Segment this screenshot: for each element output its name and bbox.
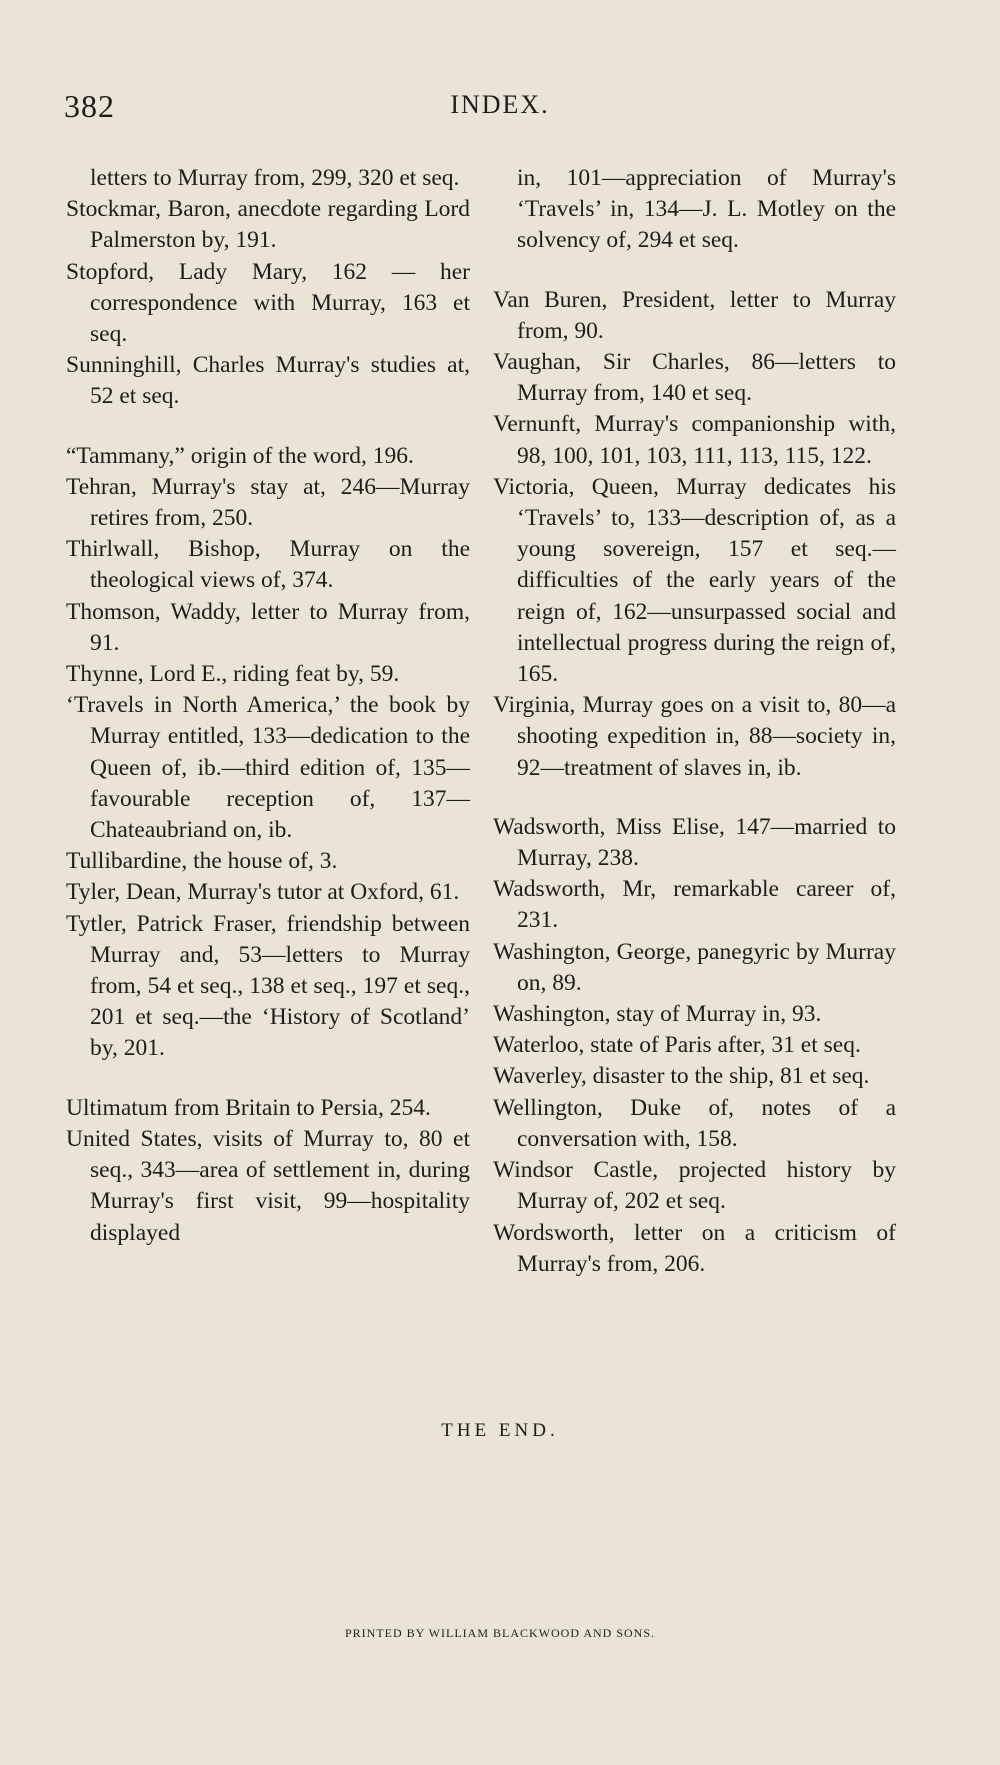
index-entry: United States, visits of Murray to, 80 et seq., 343—area of settlement in, during Murray's first visit, 99—hospitality displayed — [66, 1125, 470, 1246]
index-entry: Tullibardine, the house of, 3. — [66, 848, 338, 875]
index-entry: Vaughan, Sir Charles, 86—letters to Murray from, 140 et seq. — [493, 349, 896, 407]
index-entry: Waterloo, state of Paris after, 31 et seq. — [493, 1032, 861, 1059]
index-entry: Thirlwall, Bishop, Murray on the theological views of, 374. — [66, 536, 470, 594]
index-entry: Van Buren, President, letter to Murray from, 90. — [493, 286, 896, 344]
index-entry: Tyler, Dean, Murray's tutor at Oxford, 61. — [66, 879, 460, 906]
index-entry: Thynne, Lord E., riding feat by, 59. — [66, 661, 400, 688]
index-entry: Wellington, Duke of, notes of a conversation with, 158. — [493, 1094, 896, 1152]
index-entry: Wadsworth, Miss Elise, 147—married to Murray, 238. — [493, 813, 896, 872]
index-entry: Sunninghill, Charles Murray's studies at, 52 et seq. — [66, 352, 470, 410]
index-entry: Windsor Castle, projected history by Murray of, 202 et seq. — [493, 1157, 896, 1215]
index-entry: Wordsworth, letter on a criticism of Murray's from, 206. — [493, 1219, 896, 1277]
index-entry: in, 101—appreciation of Murray's ‘Travels’ in, 134—J. L. Motley on the solvency of, 294 et seq. — [517, 165, 896, 254]
index-entry: Waverley, disaster to the ship, 81 et seq. — [493, 1063, 870, 1090]
index-entry: Wadsworth, Mr, remarkable career of, 231. — [493, 876, 896, 934]
index-entry: Washington, stay of Murray in, 93. — [493, 1001, 822, 1028]
index-column-right — [493, 163, 896, 1280]
index-entry: ‘Travels in North America,’ the book by Murray entitled, 133—dedication to the Queen of, ib.—third edition of, 135—favourable reception of, 137—Chateaubriand on, ib. — [66, 692, 470, 844]
index-entry: Victoria, Queen, Murray dedicates his ‘Travels’ to, 133—description of, as a young sovereign, 157 et seq.—difficulties of the early years of the reign of, 162—unsurpassed social and intellectual progress during the reign of, 165. — [493, 473, 896, 688]
index-entry: Stockmar, Baron, anecdote regarding Lord Palmerston by, 191. — [66, 196, 470, 254]
index-entry: Vernunft, Murray's companionship with, 98, 100, 101, 103, 111, 113, 115, 122. — [493, 411, 896, 469]
index-entry: Ultimatum from Britain to Persia, 254. — [66, 1094, 431, 1121]
index-entry: “Tammany,” origin of the word, 196. — [66, 442, 414, 469]
index-entry: Thomson, Waddy, letter to Murray from, 91. — [66, 598, 470, 656]
index-entry: Tehran, Murray's stay at, 246—Murray retires from, 250. — [66, 473, 470, 532]
index-entry: Washington, George, panegyric by Murray on, 89. — [493, 938, 896, 996]
end-mark: THE END. — [441, 1420, 559, 1441]
index-entry: Tytler, Patrick Fraser, friendship between Murray and, 53—letters to Murray from, 54 et seq., 138 et seq., 197 et seq., 201 et seq.—the ‘History of Scotland’ by, 201. — [66, 910, 470, 1062]
index-entry: letters to Murray from, 299, 320 et seq. — [90, 165, 460, 191]
printer-imprint: PRINTED BY WILLIAM BLACKWOOD AND SONS. — [345, 1626, 655, 1640]
running-head: INDEX. — [450, 90, 550, 119]
page-number: 382 — [64, 88, 115, 124]
index-column-left — [66, 163, 470, 1249]
index-entry: Stopford, Lady Mary, 162 — her correspondence with Murray, 163 et seq. — [66, 258, 470, 348]
index-entry: Virginia, Murray goes on a visit to, 80—a shooting expedition in, 88—society in, 92—treatment of slaves in, ib. — [493, 692, 896, 781]
